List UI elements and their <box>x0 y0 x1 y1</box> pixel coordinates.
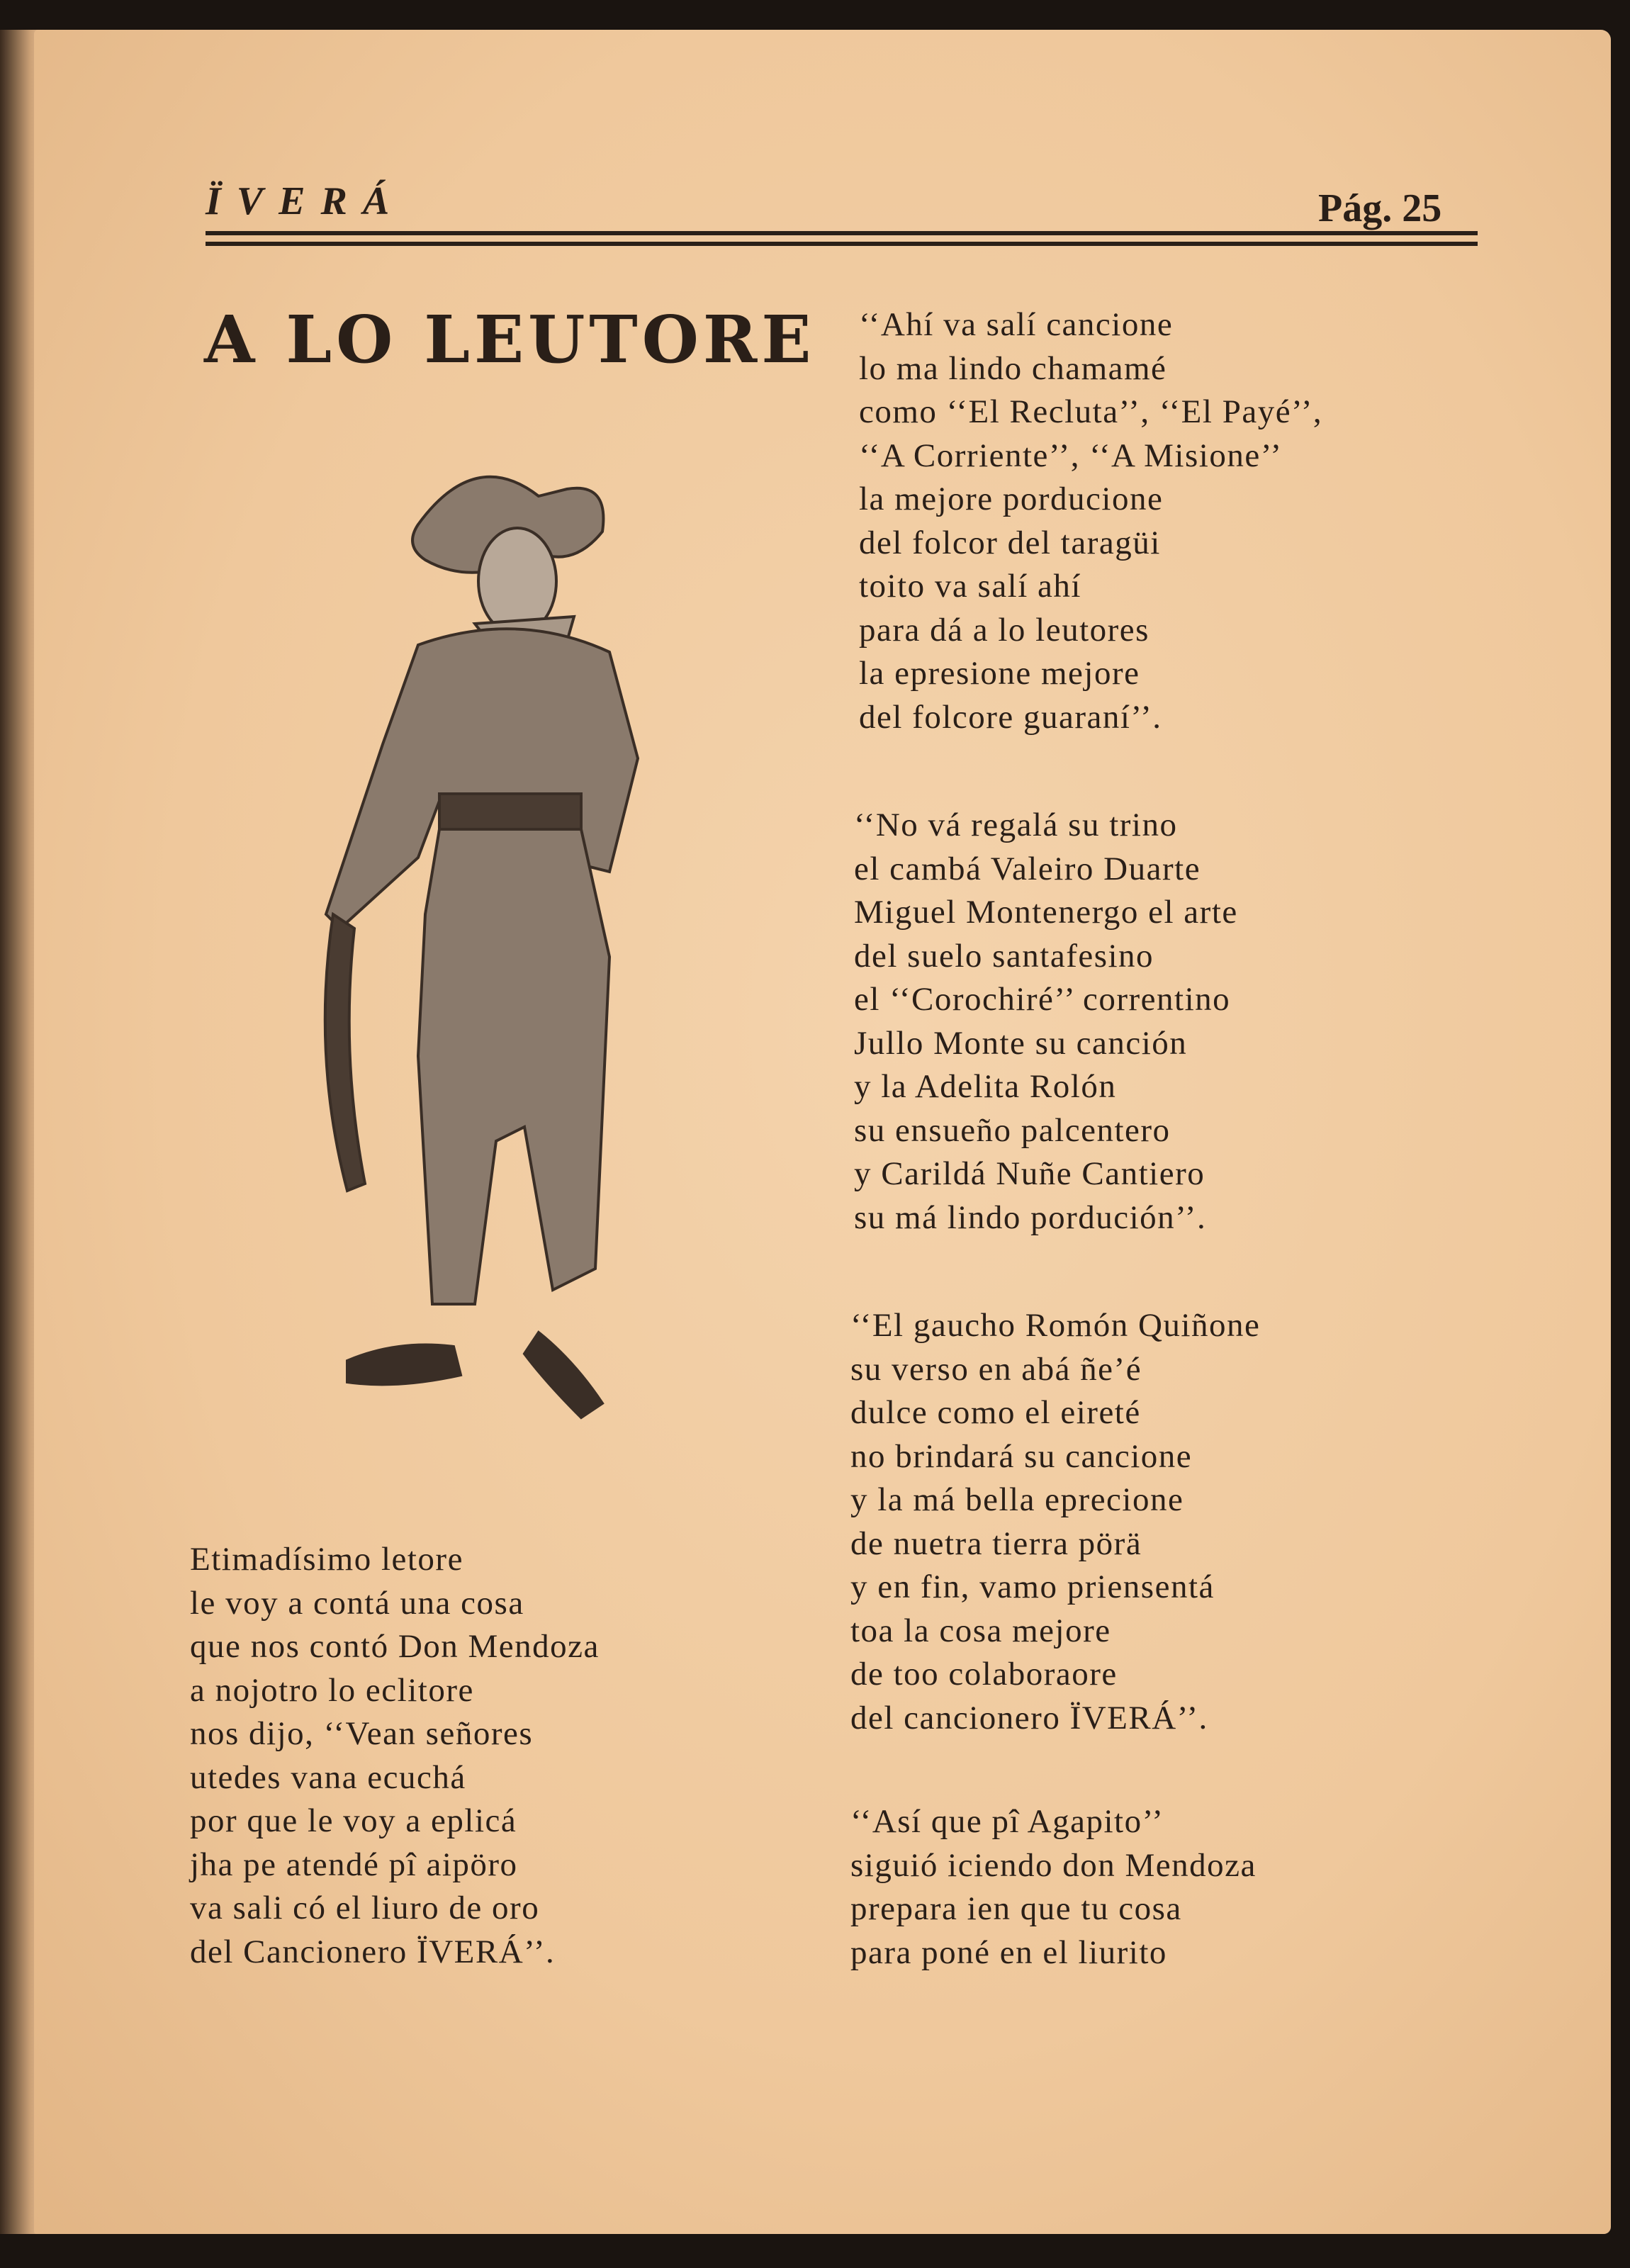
intro-stanza <box>190 1538 600 1974</box>
verse-line: del cancionero ÏVERÁ’’. <box>850 1699 1208 1736</box>
right-boot <box>524 1332 602 1418</box>
verse-line: toa la cosa mejore <box>850 1612 1111 1649</box>
trousers <box>418 829 609 1304</box>
verse-line: Miguel Montenergo el arte <box>854 894 1238 931</box>
verse-line: ‘‘Así que pî Agapito’’ <box>850 1803 1164 1840</box>
verse-line: para dá a lo leutores <box>859 611 1150 649</box>
verse-line: nos dijo, ‘‘Vean señores <box>190 1715 534 1752</box>
verse-line: por que le voy a eplicá <box>190 1802 517 1839</box>
verse-line: toito va salí ahí <box>859 568 1081 605</box>
verse-line: Etimadísimo letore <box>190 1541 463 1578</box>
verse-line: le voy a contá una cosa <box>190 1584 524 1622</box>
stanza-3 <box>850 1304 1260 1740</box>
left-boot <box>347 1345 461 1385</box>
verse-line: prepara ien que tu cosa <box>850 1890 1182 1927</box>
verse-line: el cambá Valeiro Duarte <box>854 850 1201 887</box>
verse-line: para poné en el liurito <box>850 1933 1167 1971</box>
whip <box>325 914 365 1191</box>
running-header-title: ÏVERÁ <box>206 179 405 223</box>
verse-line: la epresione mejore <box>859 655 1140 692</box>
verse-line: la mejore porducione <box>859 481 1164 517</box>
verse-line: dulce como el eireté <box>850 1394 1141 1431</box>
verse-line: su má lindo pordución’’. <box>854 1198 1207 1236</box>
verse-line: de too colaboraore <box>850 1656 1118 1692</box>
verse-line: Jullo Monte su canción <box>854 1024 1188 1062</box>
verse-line: del folcor del taragüi <box>859 524 1161 561</box>
verse-line: utedes vana ecuchá <box>190 1758 466 1796</box>
verse-line: del suelo santafesino <box>854 937 1154 975</box>
verse-line: ‘‘Ahí va salí cancione <box>859 306 1174 343</box>
header-rule <box>206 231 1478 235</box>
verse-line: ‘‘No vá regalá su trino <box>854 807 1178 843</box>
verse-line: y Carildá Nuñe Cantiero <box>854 1155 1205 1192</box>
verse-line: y la má bella eprecione <box>850 1481 1184 1518</box>
article-title: A LO LEUTORE <box>204 301 816 378</box>
verse-line: ‘‘A Corriente’’, ‘‘A Misione’’ <box>859 437 1283 474</box>
verse-line: a nojotro lo eclitore <box>190 1671 474 1709</box>
page-number: Pág. 25 <box>1318 186 1442 230</box>
verse-line: ‘‘El gaucho Romón Quiñone <box>850 1307 1261 1344</box>
verse-line: lo ma lindo chamamé <box>859 349 1167 387</box>
verse-line: jha pe atendé pî aipöro <box>190 1846 518 1883</box>
gaucho-illustration <box>241 418 765 1510</box>
belt <box>439 794 581 829</box>
verse-line: y la Adelita Rolón <box>854 1068 1117 1105</box>
stanza-4 <box>850 1800 1257 1975</box>
verse-line: y en fin, vamo priensentá <box>850 1568 1215 1605</box>
verse-line: su verso en abá ñe’é <box>850 1350 1142 1388</box>
verse-line: su ensueño palcentero <box>854 1111 1171 1149</box>
verse-line: va sali có el liuro de oro <box>190 1890 540 1926</box>
verse-line: como ‘‘El Recluta’’, ‘‘El Payé’’, <box>859 393 1323 430</box>
verse-line: del folcore guaraní’’. <box>859 698 1162 736</box>
verse-line: del Cancionero ÏVERÁ’’. <box>190 1933 556 1970</box>
header-rule <box>206 242 1478 246</box>
stanza-2 <box>854 804 1238 1240</box>
verse-line: de nuetra tierra pörä <box>850 1525 1142 1562</box>
verse-line: que nos contó Don Mendoza <box>190 1628 600 1665</box>
verse-line: no brindará su cancione <box>850 1437 1193 1475</box>
stanza-1 <box>859 303 1322 739</box>
verse-line: el ‘‘Corochiré’’ correntino <box>854 981 1231 1018</box>
verse-line: siguió iciendo don Mendoza <box>850 1846 1257 1884</box>
